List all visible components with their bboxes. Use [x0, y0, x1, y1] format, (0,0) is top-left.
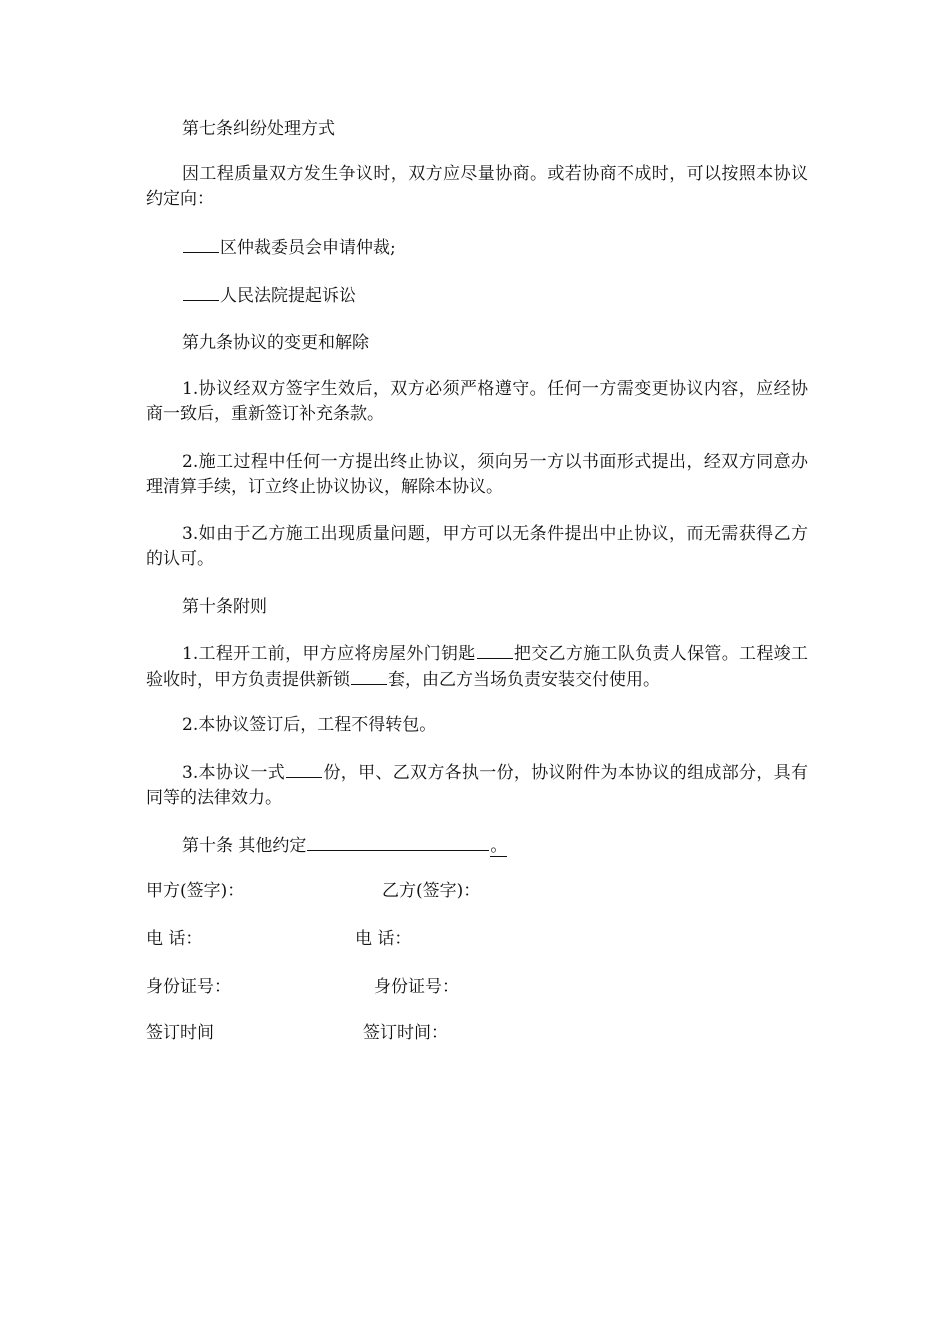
item-3-part-a: 3.本协议一式 [182, 763, 286, 783]
item-1-part-c: 套，由乙方当场负责安装交付使用。 [388, 670, 660, 690]
article-10-title: 第十条附则 [182, 597, 267, 617]
party-b-id-label: 身份证号： [374, 977, 459, 997]
article-7-option-court [182, 283, 844, 309]
article-7-intro: 因工程质量双方发生争议时，双方应尽量协商。或若协商不成时，可以按照本协议约定向： [146, 164, 808, 209]
article-9-item-2: 2.施工过程中任何一方提出终止协议，须向另一方以书面形式提出，经双方同意办理清算手续，订立终止协议协议，解除本协议。 [146, 452, 808, 497]
blank-line [307, 833, 489, 851]
blank-line [183, 235, 219, 253]
blank-line [351, 667, 387, 685]
signature-row-party [146, 879, 808, 904]
article-10-item-2: 2.本协议签订后，工程不得转包。 [182, 715, 437, 735]
party-b-signature-label: 乙方(签字)： [382, 881, 481, 901]
party-b-date-label: 签订时间： [363, 1023, 448, 1043]
article-9-item-3: 3.如由于乙方施工出现质量问题，甲方可以无条件提出中止协议，而无需获得乙方的认可。 [146, 524, 808, 569]
party-a-phone-label: 电 话： [146, 929, 203, 949]
blank-line [183, 283, 219, 301]
party-b-phone-label: 电 话： [355, 929, 412, 949]
other-agreement [182, 833, 844, 859]
other-agreement-end: 。 [490, 836, 508, 856]
item-1-part-b: 把交乙方施工队负责人保管。工程竣工验收时，甲方负责提供新锁 [146, 644, 808, 690]
party-a-id-label: 身份证号： [146, 977, 231, 997]
signature-row-id [146, 975, 808, 1000]
blank-line [477, 641, 513, 659]
item-3-part-b: 份，甲、乙双方各执一份，协议附件为本协议的组成部分，具有同等的法律效力。 [146, 763, 808, 808]
signature-row-phone [146, 927, 808, 952]
blank-line [286, 760, 322, 778]
article-7-option-arbitration [182, 235, 844, 261]
article-10-item-1 [146, 641, 808, 693]
option-court-text: 人民法院提起诉讼 [220, 286, 356, 306]
party-a-signature-label: 甲方(签字)： [146, 881, 245, 901]
option-arbitration-text: 区仲裁委员会申请仲裁; [220, 238, 396, 258]
signature-row-date [146, 1021, 808, 1046]
party-a-date-label: 签订时间 [146, 1023, 214, 1043]
article-9-title: 第九条协议的变更和解除 [182, 333, 369, 353]
article-9-item-1: 1.协议经双方签字生效后，双方必须严格遵守。任何一方需变更协议内容，应经协商一致后，重新签订补充条款。 [146, 379, 808, 424]
article-7-title: 第七条纠纷处理方式 [182, 119, 335, 139]
article-10-item-3 [146, 760, 808, 811]
other-agreement-label: 第十条 其他约定 [182, 836, 307, 856]
item-1-part-a: 1.工程开工前，甲方应将房屋外门钥匙 [182, 644, 476, 664]
